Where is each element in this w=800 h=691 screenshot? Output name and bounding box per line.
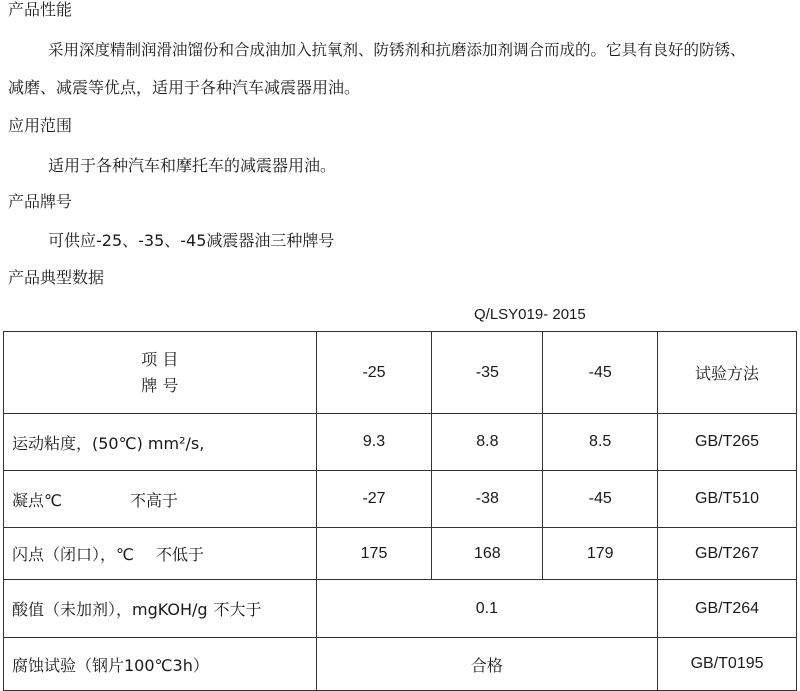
row-limit: 不高于 — [129, 490, 178, 510]
row-value: 179 — [543, 528, 658, 580]
grade-heading: 产品牌号 — [8, 192, 73, 211]
row-name: 腐蚀试验（钢片100℃3h） — [4, 638, 317, 691]
grade-text: 可供应-25、-35、-45减震器油三种牌号 — [48, 231, 335, 250]
header-item-cell — [4, 332, 317, 414]
row-name: 闪点（闭口），℃ — [12, 545, 134, 564]
row-method: GB/T267 — [658, 528, 797, 580]
row-value: 8.8 — [432, 414, 543, 471]
row-name: 凝点℃ — [12, 490, 62, 510]
row-value: 9.3 — [316, 414, 432, 471]
header-grade-col: -25 — [316, 332, 432, 414]
scope-heading: 应用范围 — [8, 116, 73, 135]
header-grade-col: -35 — [432, 332, 543, 414]
table-row — [4, 471, 797, 528]
row-name-cell — [4, 580, 317, 638]
row-value: -27 — [316, 471, 432, 528]
table-row — [4, 414, 797, 471]
data-heading: 产品典型数据 — [8, 268, 105, 287]
table-row — [4, 528, 797, 580]
performance-text-line-2: 减磨、减震等优点，适用于各种汽车减震器用油。 — [8, 78, 361, 97]
header-grade-label: 牌 号 — [141, 375, 179, 395]
row-method: GB/T264 — [658, 580, 797, 638]
row-value: 175 — [316, 528, 432, 580]
row-method: GB/T510 — [658, 471, 797, 528]
scope-text: 适用于各种汽车和摩托车的减震器用油。 — [48, 156, 337, 175]
typical-data-table — [3, 331, 797, 691]
row-method: GB/T0195 — [658, 638, 797, 691]
table-row — [4, 580, 797, 638]
row-name-cell — [4, 528, 317, 580]
header-grade-col: -45 — [543, 332, 658, 414]
row-value: 168 — [432, 528, 543, 580]
performance-text-line-1: 采用深度精制润滑油馏份和合成油加入抗氧剂、防锈剂和抗磨添加剂调合而成的。它具有良好的防锈、 — [48, 41, 746, 59]
header-method: 试验方法 — [658, 332, 797, 414]
table-header-row — [4, 332, 797, 414]
row-value: -45 — [543, 471, 658, 528]
row-name-cell — [4, 471, 317, 528]
performance-heading: 产品性能 — [8, 0, 73, 19]
row-value: 8.5 — [543, 414, 658, 471]
row-name: 酸值（未加剂），mgKOH/g — [12, 600, 208, 619]
row-value: -38 — [432, 471, 543, 528]
header-item-label: 项 目 — [141, 349, 179, 369]
row-limit: 不大于 — [213, 600, 262, 619]
standard-number: Q/LSY019- 2015 — [474, 306, 586, 323]
row-method: GB/T265 — [658, 414, 797, 471]
row-merged-value: 0.1 — [316, 580, 658, 638]
row-limit: 不低于 — [155, 545, 204, 564]
table-row — [4, 638, 797, 691]
row-merged-value: 合格 — [316, 638, 658, 691]
row-name: 运动粘度，(50℃) mm²/s, — [4, 414, 317, 471]
